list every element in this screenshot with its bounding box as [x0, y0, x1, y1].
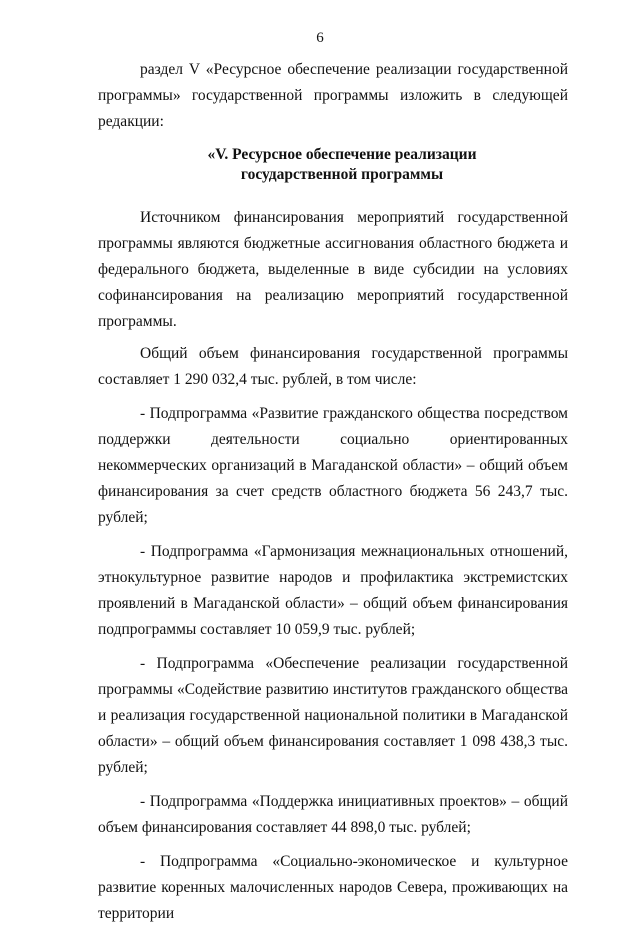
subprogram-item: - Подпрограмма «Социально-экономическое и культурное развитие коренных малочисленных народов Севера, проживающих на территории — [98, 853, 568, 922]
total-funding-paragraph: Общий объем финансирования государственной программы составляет 1 290 032,4 тыс. рублей, в том числе: — [98, 345, 568, 388]
section-heading-line-2: государственной программы — [240, 166, 444, 183]
subprogram-item: - Подпрограмма «Гармонизация межнациональных отношений, этнокультурное развитие народов и профилактика экстремистских проявлений в Магаданской области» – общий объем финансирования подпрограммы составляет 10 059,9 тыс. рублей; — [98, 543, 568, 638]
subprogram-item: - Подпрограмма «Обеспечение реализации государственной программы «Содействие развитию институтов гражданского общества и реализация государственной национальной политики в Магаданской области» – общий объем финансирования составляет 1 098 438,3 тыс. рублей; — [98, 655, 568, 776]
section-heading-line-1: «V. Ресурсное обеспечение реализации — [207, 146, 477, 163]
funding-sources-paragraph: Источником финансирования мероприятий государственной программы являются бюджетные ассигнования областного бюджета и федерального бюджета, выделенные в виде субсидии на условиях софинансирования на реализацию мероприятий государственной программы. — [98, 209, 568, 330]
subprogram-item: - Подпрограмма «Поддержка инициативных проектов» – общий объем финансирования составляет 44 898,0 тыс. рублей; — [98, 793, 568, 836]
subprogram-item: - Подпрограмма «Развитие гражданского общества посредством поддержки деятельности социально ориентированных некоммерческих организаций в Магаданской области» – общий объем финансирования за счет средств областного бюджета 56 243,7 тыс. рублей; — [98, 405, 568, 526]
intro-paragraph: раздел V «Ресурсное обеспечение реализации государственной программы» государственной программы изложить в следующей редакции: — [98, 61, 568, 130]
document-body — [98, 57, 568, 935]
page-number: 6 — [316, 30, 324, 46]
section-heading — [98, 145, 568, 185]
